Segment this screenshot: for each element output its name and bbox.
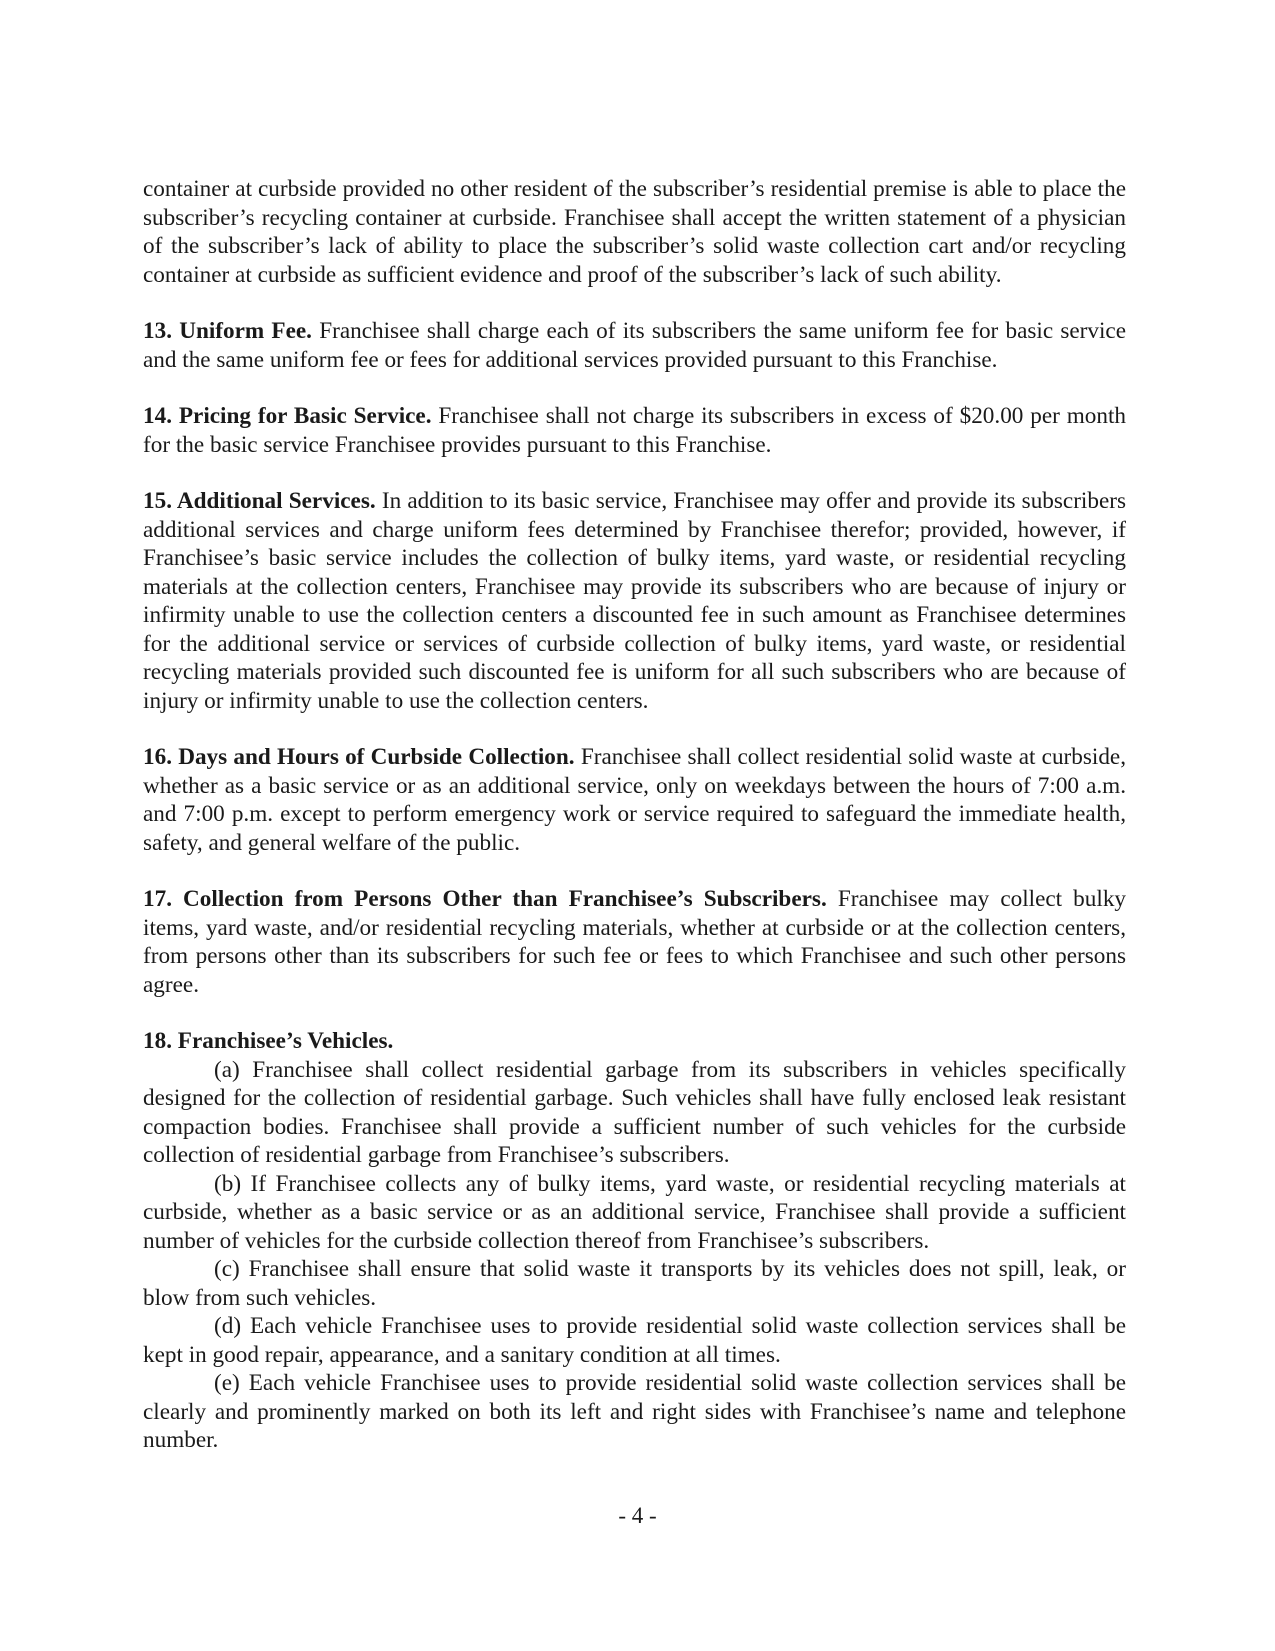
- section-18: [143, 1027, 1126, 1455]
- section-18-item-a: (a) Franchisee shall collect residential garbage from its subscribers in vehicles specifically designed for the collection of residential garbage. Such vehicles shall have fully enclosed leak resistant compaction bodies. Franchisee shall provide a sufficient number of such vehicles for the curbside collection of residential garbage from Franchisee’s subscribers.: [143, 1056, 1126, 1168]
- section-17: [143, 885, 1126, 999]
- page-number: - 4 -: [618, 1503, 657, 1528]
- section-16-heading: 16. Days and Hours of Curbside Collection.: [143, 744, 575, 770]
- section-13-body: Franchisee shall charge each of its subscribers the same uniform fee for basic service and the same uniform fee or fees for additional services provided pursuant to this Franchise.: [143, 318, 1126, 373]
- section-18-item-d: (d) Each vehicle Franchisee uses to provide residential solid waste collection services shall be kept in good repair, appearance, and a sanitary condition at all times.: [143, 1313, 1126, 1368]
- section-15: [143, 487, 1126, 715]
- document-page: [143, 175, 1126, 1455]
- section-14-heading: 14. Pricing for Basic Service.: [143, 403, 432, 429]
- section-14: [143, 402, 1126, 459]
- section-18-item-b: (b) If Franchisee collects any of bulky items, yard waste, or residential recycling materials at curbside, whether as a basic service or as an additional service, Franchisee shall provide a sufficient number of vehicles for the curbside collection thereof from Franchisee’s subscribers.: [143, 1170, 1126, 1254]
- section-18-item-c: (c) Franchisee shall ensure that solid waste it transports by its vehicles does not spill, leak, or blow from such vehicles.: [143, 1256, 1126, 1311]
- section-17-heading: 17. Collection from Persons Other than Franchisee’s Subscribers.: [143, 886, 827, 912]
- section-16-body: Franchisee shall collect residential solid waste at curbside, whether as a basic service or as an additional service, only on weekdays between the hours of 7:00 a.m. and 7:00 p.m. except to perform emergency work or service required to safeguard the immediate health, safety, and general welfare of the public.: [143, 744, 1126, 856]
- section-13: [143, 317, 1126, 374]
- section-18-heading: 18. Franchisee’s Vehicles.: [143, 1028, 394, 1054]
- section-13-heading: 13. Uniform Fee.: [143, 318, 312, 344]
- section-15-body: In addition to its basic service, Franchisee may offer and provide its subscribers additional services and charge uniform fees determined by Franchisee therefor; provided, however, if Franchisee’s basic service includes the collection of bulky items, yard waste, or residential recycling materials at the collection centers, Franchisee may provide its subscribers who are because of injury or infirmity unable to use the collection centers a discounted fee in such amount as Franchisee determines for the additional service or services of curbside collection of bulky items, yard waste, or residential recycling materials provided such discounted fee is uniform for all such subscribers who are because of injury or infirmity unable to use the collection centers.: [143, 488, 1126, 714]
- section-14-body: Franchisee shall not charge its subscribers in excess of $20.00 per month for the basic service Franchisee provides pursuant to this Franchise.: [143, 403, 1126, 458]
- section-18-item-e: (e) Each vehicle Franchisee uses to provide residential solid waste collection services shall be clearly and prominently marked on both its left and right sides with Franchisee’s name and telephone number.: [143, 1370, 1126, 1453]
- continuation-paragraph: container at curbside provided no other resident of the subscriber’s residential premise is able to place the subscriber’s recycling container at curbside. Franchisee shall accept the written statement of a physician of the subscriber’s lack of ability to place the subscriber’s solid waste collection cart and/or recycling container at curbside as sufficient evidence and proof of the subscriber’s lack of such ability.: [143, 176, 1126, 288]
- section-16: [143, 743, 1126, 857]
- section-17-body: Franchisee may collect bulky items, yard waste, and/or residential recycling materials, whether at curbside or at the collection centers, from persons other than its subscribers for such fee or fees to which Franchisee and such other persons agree.: [143, 886, 1127, 998]
- section-15-heading: 15. Additional Services.: [143, 488, 376, 514]
